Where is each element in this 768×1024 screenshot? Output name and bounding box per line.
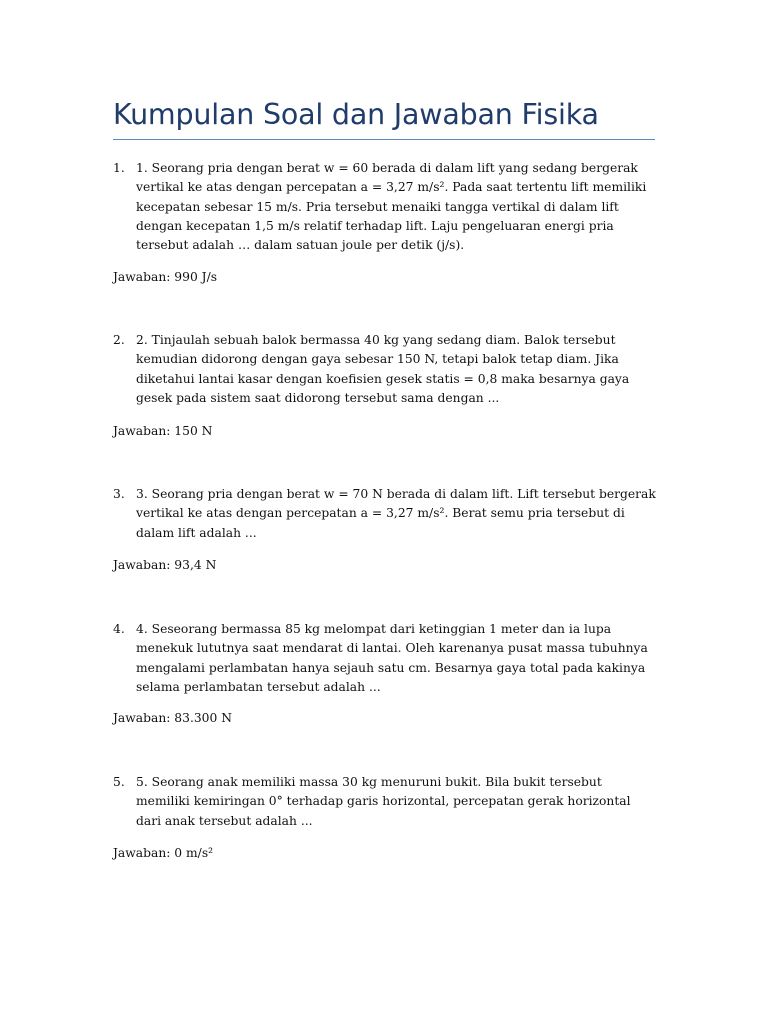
question-number: 1. <box>113 161 125 175</box>
title-underline <box>113 139 655 140</box>
question-text: 4. Seseorang bermassa 85 kg melompat dari ketinggian 1 meter dan ia lupa menekuk lututnya saat mendarat di lantai. Oleh karenanya pusat massa tubuhnya mengalami perlambatan hanya sejauh satu cm. Besarnya gaya total pada kakinya selama perlambatan tersebut adalah ... <box>136 622 648 694</box>
question-number: 2. <box>113 333 125 347</box>
answer-text: Jawaban: 150 N <box>113 424 213 438</box>
answer-text: Jawaban: 990 J/s <box>113 270 218 284</box>
question-number: 3. <box>113 487 125 501</box>
question-text: 2. Tinjaulah sebuah balok bermassa 40 kg yang sedang diam. Balok tersebut kemudian didorong dengan gaya sebesar 150 N, tetapi balok tetap diam. Jika diketahui lantai kasar dengan koefisien gesek statis = 0,8 maka besarnya gaya gesek pada sistem saat didorong tersebut sama dengan ... <box>136 333 630 405</box>
question-item <box>113 485 658 543</box>
question-number: 4. <box>113 622 125 636</box>
document-title: Kumpulan Soal dan Jawaban Fisika <box>113 98 599 131</box>
question-item <box>113 331 658 408</box>
question-text: 3. Seorang pria dengan berat w = 70 N berada di dalam lift. Lift tersebut bergerak vertikal ke atas dengan percepatan a = 3,27 m/s². Berat semu pria tersebut di dalam lift adalah ... <box>136 487 656 540</box>
question-item <box>113 620 658 697</box>
question-text: 5. Seorang anak memiliki massa 30 kg menuruni bukit. Bila bukit tersebut memiliki kemiringan 0° terhadap garis horizontal, percepatan gerak horizontal dari anak tersebut adalah ... <box>136 775 631 828</box>
answer-text: Jawaban: 93,4 N <box>113 558 217 572</box>
question-number: 5. <box>113 775 125 789</box>
answer-text: Jawaban: 0 m/s² <box>113 846 214 860</box>
question-item <box>113 159 658 255</box>
question-item <box>113 773 658 831</box>
answer-text: Jawaban: 83.300 N <box>113 711 232 725</box>
question-text: 1. Seorang pria dengan berat w = 60 berada di dalam lift yang sedang bergerak vertikal ke atas dengan percepatan a = 3,27 m/s². Pada saat tertentu lift memiliki kecepatan sebesar 15 m/s. Pria tersebut menaiki tangga vertikal di dalam lift dengan kecepatan 1,5 m/s relatif terhadap lift. Laju pengeluaran energi pria tersebut adalah … dalam satuan joule per detik (j/s). <box>136 161 647 253</box>
